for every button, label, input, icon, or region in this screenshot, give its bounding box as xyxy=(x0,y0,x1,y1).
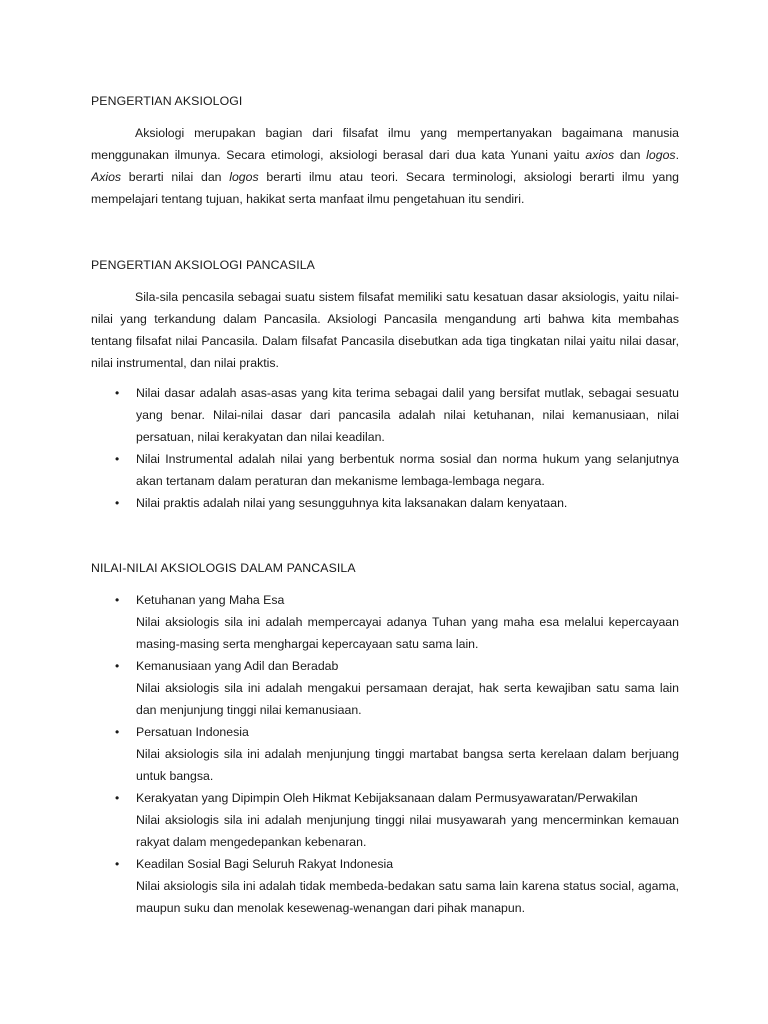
list-item-line: Nilai aksiologis sila ini adalah menjunjung tinggi nilai musyawarah yang mencerminkan kemauan xyxy=(136,813,679,827)
list-item-title: Keadilan Sosial Bagi Seluruh Rakyat Indonesia xyxy=(136,857,394,871)
bullet-icon: • xyxy=(115,386,120,400)
bullet-list-tingkatan-nilai xyxy=(91,382,679,514)
bullet-icon: • xyxy=(115,725,120,739)
paragraph-pengertian-aksiologi xyxy=(91,122,679,210)
list-item xyxy=(91,787,679,853)
list-item-line: Nilai aksiologis sila ini adalah menjunjung tinggi martabat bangsa serta kerelaan dalam berjuang xyxy=(136,747,679,761)
list-item-line: masing-masing serta menghargai kepercayaan satu sama lain. xyxy=(136,637,479,651)
paragraph-line: nilai yang terkandung dalam Pancasila. Aksiologi Pancasila mengandung arti bahwa kita membahas xyxy=(91,312,679,326)
bullet-icon: • xyxy=(115,593,120,607)
list-item-title: Ketuhanan yang Maha Esa xyxy=(136,593,285,607)
paragraph-line: mempelajari tentang tujuan, hakikat serta manfaat ilmu pengetahuan itu sendiri. xyxy=(91,192,525,206)
list-item xyxy=(91,589,679,655)
bullet-icon: • xyxy=(115,496,120,510)
list-item-title: Kerakyatan yang Dipimpin Oleh Hikmat Kebijaksanaan dalam Permusyawaratan/Perwakilan xyxy=(136,791,638,805)
bullet-icon: • xyxy=(115,857,120,871)
section-heading-pengertian-aksiologi: PENGERTIAN AKSIOLOGI xyxy=(91,94,243,108)
list-item-title: Persatuan Indonesia xyxy=(136,725,249,739)
paragraph-line: Axios berarti nilai dan logos berarti ilmu atau teori. Secara terminologi, aksiologi berarti ilmu yang xyxy=(91,170,679,184)
paragraph-line: nilai instrumental, dan nilai praktis. xyxy=(91,356,279,370)
list-item-line: Nilai aksiologis sila ini adalah mengakui persamaan derajat, hak serta kewajiban satu sama lain xyxy=(136,681,679,695)
list-item xyxy=(91,655,679,721)
section-heading-aksiologi-pancasila: PENGERTIAN AKSIOLOGI PANCASILA xyxy=(91,258,315,272)
bullet-icon: • xyxy=(115,452,120,466)
list-item xyxy=(91,492,679,514)
list-item-title: Kemanusiaan yang Adil dan Beradab xyxy=(136,659,339,673)
list-item-line: Nilai aksiologis sila ini adalah tidak membeda-bedakan satu sama lain karena status social, agama, xyxy=(136,879,679,893)
list-item-line: Nilai aksiologis sila ini adalah mempercayai adanya Tuhan yang maha esa melalui kepercayaan xyxy=(136,615,679,629)
list-item-line: persatuan, nilai kerakyatan dan nilai keadilan. xyxy=(136,430,385,444)
paragraph-line: Aksiologi merupakan bagian dari filsafat ilmu yang mempertanyakan bagaimana manusia xyxy=(135,126,679,140)
bullet-list-sila xyxy=(91,589,679,919)
section-heading-nilai-aksiologis: NILAI-NILAI AKSIOLOGIS DALAM PANCASILA xyxy=(91,561,356,575)
list-item xyxy=(91,448,679,492)
list-item-line: rakyat dalam mengedepankan kebenaran. xyxy=(136,835,367,849)
list-item-line: Nilai Instrumental adalah nilai yang berbentuk norma sosial dan norma hukum yang selanjutnya xyxy=(136,452,679,466)
list-item-line: maupun suku dan menolak kesewenag-wenangan dari pihak manapun. xyxy=(136,901,525,915)
list-item-line: akan tertanam dalam peraturan dan mekanisme lembaga-lembaga negara. xyxy=(136,474,545,488)
bullet-icon: • xyxy=(115,659,120,673)
list-item-line: dan menjunjung tinggi nilai kemanusiaan. xyxy=(136,703,362,717)
paragraph-line: Sila-sila pencasila sebagai suatu sistem filsafat memiliki satu kesatuan dasar aksiologis, yaitu nilai- xyxy=(135,290,679,304)
list-item-line: untuk bangsa. xyxy=(136,769,214,783)
paragraph-aksiologi-pancasila xyxy=(91,286,679,374)
list-item xyxy=(91,721,679,787)
paragraph-line: tentang filsafat nilai Pancasila. Dalam filsafat Pancasila disebutkan ada tiga tingkatan nilai yaitu nilai dasar, xyxy=(91,334,679,348)
paragraph-line: menggunakan ilmunya. Secara etimologi, aksiologi berasal dari dua kata Yunani yaitu axios dan logos. xyxy=(91,148,679,162)
list-item-line: Nilai dasar adalah asas-asas yang kita terima sebagai dalil yang bersifat mutlak, sebagai sesuatu xyxy=(136,386,679,400)
list-item xyxy=(91,853,679,919)
list-item-line: yang benar. Nilai-nilai dasar dari pancasila adalah nilai ketuhanan, nilai kemanusiaan, nilai xyxy=(136,408,679,422)
list-item xyxy=(91,382,679,448)
list-item-line: Nilai praktis adalah nilai yang sesungguhnya kita laksanakan dalam kenyataan. xyxy=(136,496,568,510)
bullet-icon: • xyxy=(115,791,120,805)
